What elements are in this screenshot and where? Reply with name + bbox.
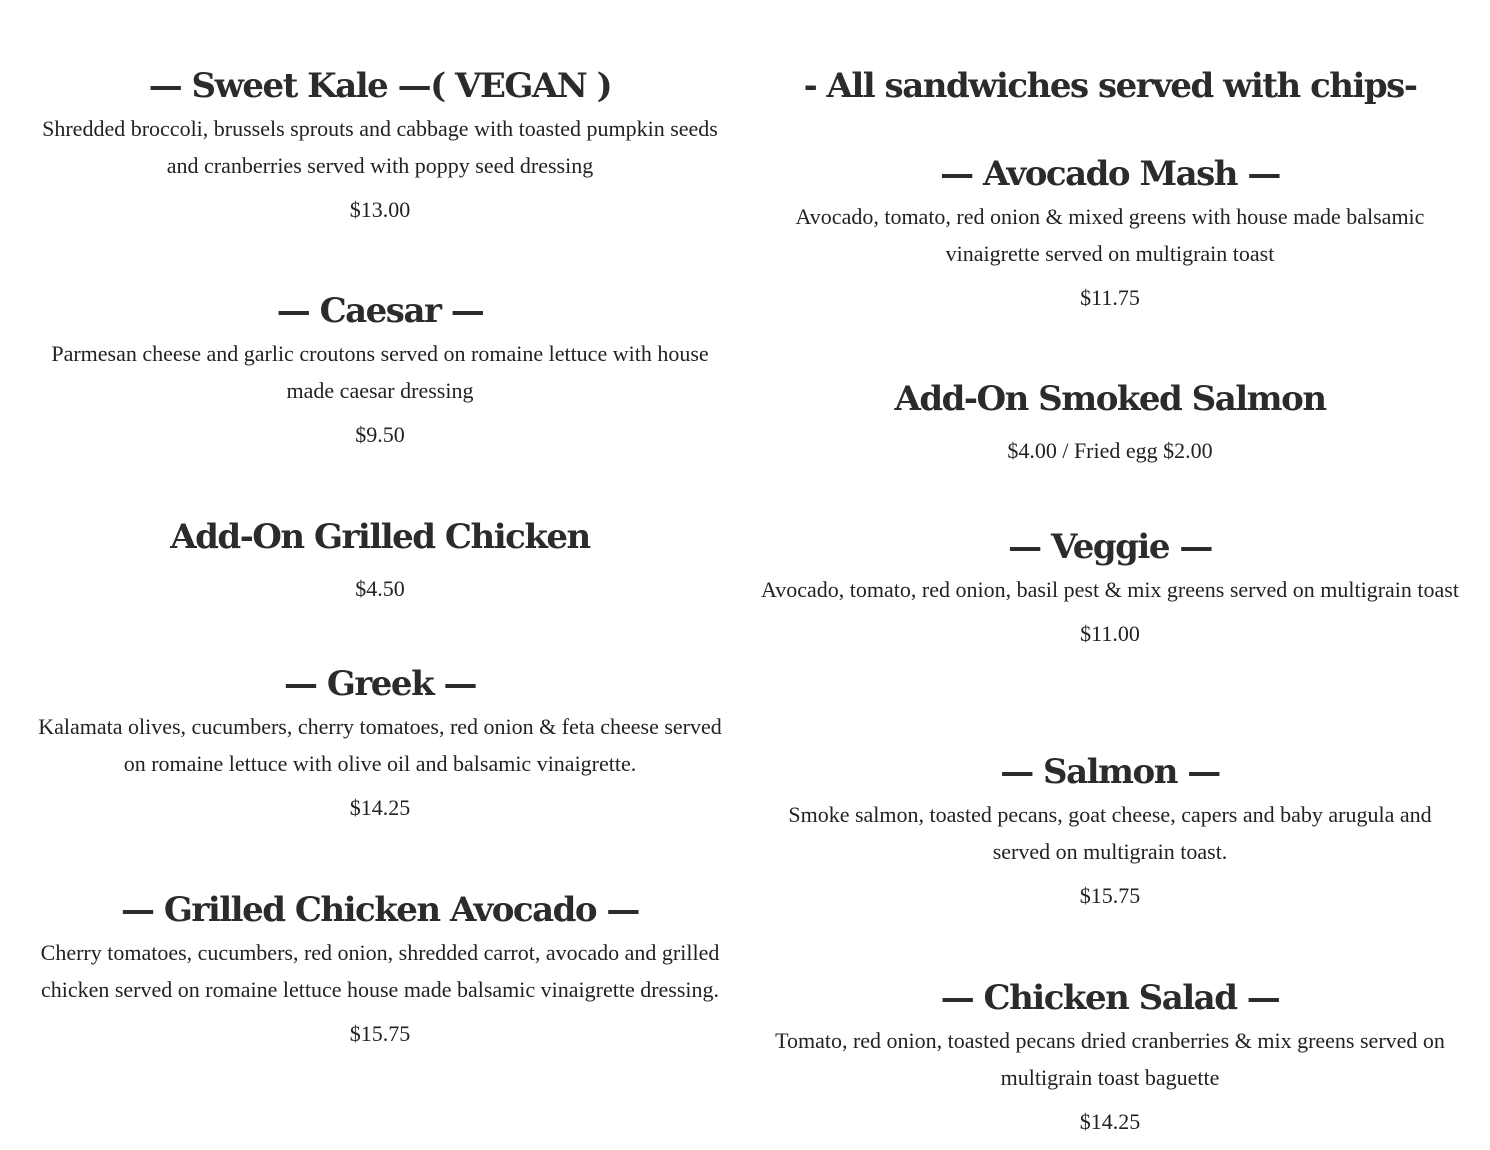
item-price: $4.50 [355,576,405,601]
item-description: Avocado, tomato, red onion, basil pest & mix greens served on multigrain toast [761,577,1459,602]
menu-item-add-on-smoked-salmon [760,379,1460,466]
menu-item-salmon [760,752,1460,911]
menu-item-add-on-grilled-chicken [30,517,730,604]
item-description: Kalamata olives, cucumbers, cherry tomatoes, red onion & feta cheese served on romaine lettuce with olive oil and balsamic vinaigrette. [38,714,722,776]
item-title: — Veggie — [1008,527,1212,567]
menu-item-caesar [30,291,730,450]
item-price: $13.00 [349,197,411,222]
item-title: Add-On Grilled Chicken [170,517,590,557]
menu-item-grilled-chicken-avocado [30,890,730,1049]
item-price: $11.75 [1080,285,1140,310]
item-title: — Salmon — [1000,752,1220,792]
item-title: — Grilled Chicken Avocado — [121,890,639,930]
item-price: $9.50 [355,422,405,447]
item-price: $14.25 [1079,1109,1141,1134]
menu-item-veggie [760,527,1460,649]
item-description: Cherry tomatoes, cucumbers, red onion, shredded carrot, avocado and grilled chicken served on romaine lettuce house made balsamic vinaigrette dressing. [40,940,720,1002]
item-title: — Greek — [284,664,476,704]
item-title: — Caesar — [276,291,484,331]
item-price: $11.00 [1080,621,1140,646]
sandwiches-header [760,66,1460,106]
item-description: Parmesan cheese and garlic croutons served on romaine lettuce with house made caesar dressing [51,341,709,403]
section-header: - All sandwiches served with chips- [803,66,1417,106]
menu-item-avocado-mash [760,154,1460,313]
menu-item-chicken-salad [760,978,1460,1137]
menu-item-greek [30,664,730,823]
item-description: Avocado, tomato, red onion & mixed greens with house made balsamic vinaigrette served on multigrain toast [795,204,1425,266]
item-description: Tomato, red onion, toasted pecans dried cranberries & mix greens served on multigrain toast baguette [775,1028,1445,1090]
item-title: — Sweet Kale —( VEGAN ) [148,66,612,106]
item-title: — Chicken Salad — [940,978,1280,1018]
menu-item-sweet-kale [30,66,730,225]
item-title: — Avocado Mash — [940,154,1280,194]
item-price: $14.25 [349,795,411,820]
item-price: $4.00 / Fried egg $2.00 [1007,438,1213,463]
item-price: $15.75 [349,1021,411,1046]
item-price: $15.75 [1079,883,1141,908]
item-description: Smoke salmon, toasted pecans, goat cheese, capers and baby arugula and served on multigrain toast. [788,802,1432,864]
item-description: Shredded broccoli, brussels sprouts and cabbage with toasted pumpkin seeds and cranberries served with poppy seed dressing [42,116,718,178]
item-title: Add-On Smoked Salmon [894,379,1326,419]
